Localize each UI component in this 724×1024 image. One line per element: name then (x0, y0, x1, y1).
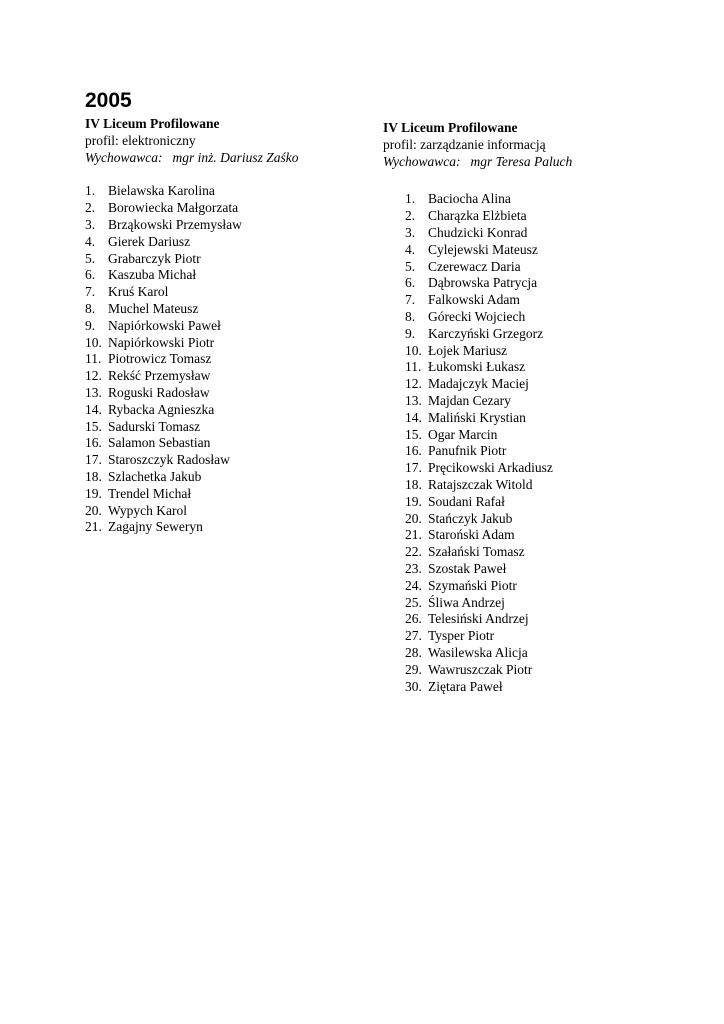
student-name: Tysper Piotr (428, 628, 495, 644)
class-profile: profil: zarządzanie informacją (383, 136, 546, 152)
student-number: 1. (405, 191, 416, 207)
student-name: Baciocha Alina (428, 191, 511, 207)
student-number: 2. (405, 208, 416, 224)
school-name: IV Liceum Profilowane (85, 116, 220, 131)
student-name: Sadurski Tomasz (108, 418, 201, 434)
student-name: Dąbrowska Patrycja (428, 275, 538, 291)
student-name: Górecki Wojciech (428, 308, 526, 324)
student-name: Grabarczyk Piotr (108, 250, 201, 266)
student-name: Rekść Przemysław (108, 368, 211, 384)
student-number: 9. (85, 317, 96, 333)
student-name: Piotrowicz Tomasz (108, 351, 212, 367)
student-number: 11. (405, 359, 422, 375)
student-list-item (85, 251, 375, 268)
student-number: 29. (405, 661, 422, 677)
student-list-item (405, 343, 683, 360)
student-number: 12. (405, 376, 422, 392)
student-list-item (85, 419, 375, 436)
student-number: 23. (405, 560, 422, 576)
student-list-item (85, 284, 375, 301)
student-number: 24. (405, 577, 422, 593)
student-name: Szymański Piotr (428, 577, 517, 593)
student-list-item (405, 275, 683, 292)
student-number: 22. (405, 544, 422, 560)
student-name: Kaszuba Michał (108, 267, 197, 283)
student-name: Telesiński Andrzej (428, 611, 529, 627)
year-heading: 2005 (85, 89, 132, 112)
class-teacher (85, 150, 375, 167)
student-name: Karczyński Grzegorz (428, 325, 544, 341)
student-number: 4. (85, 233, 96, 249)
student-number: 30. (405, 678, 422, 694)
student-name: Wasilewska Alicja (428, 644, 528, 660)
student-list-item (405, 662, 683, 679)
student-name: Panufnik Piotr (428, 443, 507, 459)
teacher-name: mgr inż. Dariusz Zaśko (172, 149, 299, 165)
student-list-item (85, 469, 375, 486)
student-list-item (85, 503, 375, 520)
student-name: Szlachetka Jakub (108, 468, 202, 484)
student-list-item (85, 335, 375, 352)
student-list-item (85, 234, 375, 251)
student-name: Maliński Krystian (428, 409, 526, 425)
student-number: 20. (405, 510, 422, 526)
student-number: 10. (405, 342, 422, 358)
student-list-item (405, 460, 683, 477)
student-number: 13. (85, 384, 102, 400)
student-number: 20. (85, 502, 102, 518)
student-name: Chudzicki Konrad (428, 224, 528, 240)
student-list-item (405, 326, 683, 343)
student-name: Muchel Mateusz (108, 300, 199, 316)
student-number: 9. (405, 325, 416, 341)
student-list-item (405, 443, 683, 460)
student-number: 2. (85, 200, 96, 216)
student-name: Wypych Karol (108, 502, 188, 518)
student-name: Wawruszczak Piotr (428, 661, 533, 677)
student-list-item (405, 544, 683, 561)
student-list-item (85, 486, 375, 503)
student-name: Śliwa Andrzej (428, 594, 505, 610)
student-list-item (85, 217, 375, 234)
student-name: Bielawska Karolina (108, 183, 215, 199)
student-number: 13. (405, 392, 422, 408)
student-list-item (405, 679, 683, 696)
student-list-item (405, 410, 683, 427)
student-list-item (85, 385, 375, 402)
student-list-item (405, 511, 683, 528)
student-name: Gierek Dariusz (108, 233, 191, 249)
class-profile: profil: elektroniczny (85, 132, 196, 148)
student-number: 17. (85, 452, 102, 468)
student-number: 15. (85, 418, 102, 434)
student-name: Roguski Radosław (108, 384, 210, 400)
teacher-label: Wychowawca: (383, 153, 461, 169)
student-name: Charązka Elżbieta (428, 208, 527, 224)
student-number: 8. (85, 300, 96, 316)
student-name: Brząkowski Przemysław (108, 216, 242, 232)
student-list-item (405, 494, 683, 511)
class-section-elektroniczny (85, 116, 375, 536)
student-number: 26. (405, 611, 422, 627)
teacher-label: Wychowawca: (85, 149, 163, 165)
student-name: Rybacka Agnieszka (108, 401, 215, 417)
student-list-item (405, 578, 683, 595)
student-name: Trendel Michał (108, 485, 192, 501)
student-list-item (85, 267, 375, 284)
student-number: 14. (405, 409, 422, 425)
school-name: IV Liceum Profilowane (383, 120, 518, 135)
student-name: Łojek Mariusz (428, 342, 508, 358)
student-list-item (85, 200, 375, 217)
student-name: Salamon Sebastian (108, 435, 211, 451)
student-name: Napiórkowski Piotr (108, 334, 215, 350)
student-name: Szałański Tomasz (428, 544, 525, 560)
student-list-item (405, 292, 683, 309)
student-list-item (405, 225, 683, 242)
student-name: Staroński Adam (428, 527, 515, 543)
student-list-item (405, 611, 683, 628)
student-name: Majdan Cezary (428, 392, 511, 408)
student-list-item (85, 301, 375, 318)
class-teacher (383, 154, 683, 171)
student-number: 18. (405, 476, 422, 492)
student-name: Soudani Rafał (428, 493, 505, 509)
student-number: 16. (405, 443, 422, 459)
student-list-item (85, 318, 375, 335)
student-number: 15. (405, 426, 422, 442)
student-number: 28. (405, 644, 422, 660)
student-name: Borowiecka Małgorzata (108, 200, 239, 216)
student-number: 3. (405, 224, 416, 240)
student-list-item (405, 309, 683, 326)
student-name: Ziętara Paweł (428, 678, 503, 694)
student-number: 1. (85, 183, 96, 199)
student-number: 10. (85, 334, 102, 350)
student-list-item (85, 351, 375, 368)
student-list (383, 191, 683, 695)
student-number: 21. (405, 527, 422, 543)
student-number: 4. (405, 241, 416, 257)
class-section-zarzadzanie-informacja (383, 120, 683, 695)
student-list-item (85, 183, 375, 200)
student-list-item (405, 561, 683, 578)
student-number: 8. (405, 308, 416, 324)
student-list-item (85, 435, 375, 452)
student-name: Napiórkowski Paweł (108, 317, 221, 333)
student-name: Zagajny Seweryn (108, 519, 203, 535)
student-list-item (405, 645, 683, 662)
student-number: 19. (405, 493, 422, 509)
student-number: 7. (85, 284, 96, 300)
student-number: 12. (85, 368, 102, 384)
student-list-item (405, 191, 683, 208)
student-name: Czerewacz Daria (428, 258, 521, 274)
student-number: 11. (85, 351, 102, 367)
student-number: 6. (405, 275, 416, 291)
student-number: 21. (85, 519, 102, 535)
student-list-item (405, 595, 683, 612)
student-list-item (85, 519, 375, 536)
student-name: Stańczyk Jakub (428, 510, 513, 526)
teacher-name: mgr Teresa Paluch (470, 153, 573, 169)
student-name: Szostak Paweł (428, 560, 507, 576)
student-list-item (405, 242, 683, 259)
student-list-item (405, 628, 683, 645)
student-number: 14. (85, 401, 102, 417)
student-name: Falkowski Adam (428, 292, 520, 308)
student-name: Cylejewski Mateusz (428, 241, 538, 257)
student-list-item (85, 368, 375, 385)
student-list-item (405, 359, 683, 376)
student-list-item (405, 376, 683, 393)
student-number: 18. (85, 468, 102, 484)
student-list-item (405, 208, 683, 225)
student-list-item (85, 402, 375, 419)
student-number: 19. (85, 485, 102, 501)
student-list-item (405, 527, 683, 544)
student-name: Łukomski Łukasz (428, 359, 526, 375)
student-name: Staroszczyk Radosław (108, 452, 230, 468)
student-list-item (85, 452, 375, 469)
student-list-item (405, 477, 683, 494)
student-list-item (405, 393, 683, 410)
student-list (85, 183, 375, 536)
student-number: 17. (405, 460, 422, 476)
student-number: 6. (85, 267, 96, 283)
student-number: 16. (85, 435, 102, 451)
student-name: Kruś Karol (108, 284, 169, 300)
student-name: Pręcikowski Arkadiusz (428, 460, 553, 476)
student-number: 7. (405, 292, 416, 308)
student-name: Ogar Marcin (428, 426, 498, 442)
student-number: 3. (85, 216, 96, 232)
student-number: 5. (85, 250, 96, 266)
student-number: 5. (405, 258, 416, 274)
student-list-item (405, 427, 683, 444)
student-number: 25. (405, 594, 422, 610)
student-number: 27. (405, 628, 422, 644)
student-name: Madajczyk Maciej (428, 376, 529, 392)
student-list-item (405, 259, 683, 276)
student-name: Ratajszczak Witold (428, 476, 533, 492)
